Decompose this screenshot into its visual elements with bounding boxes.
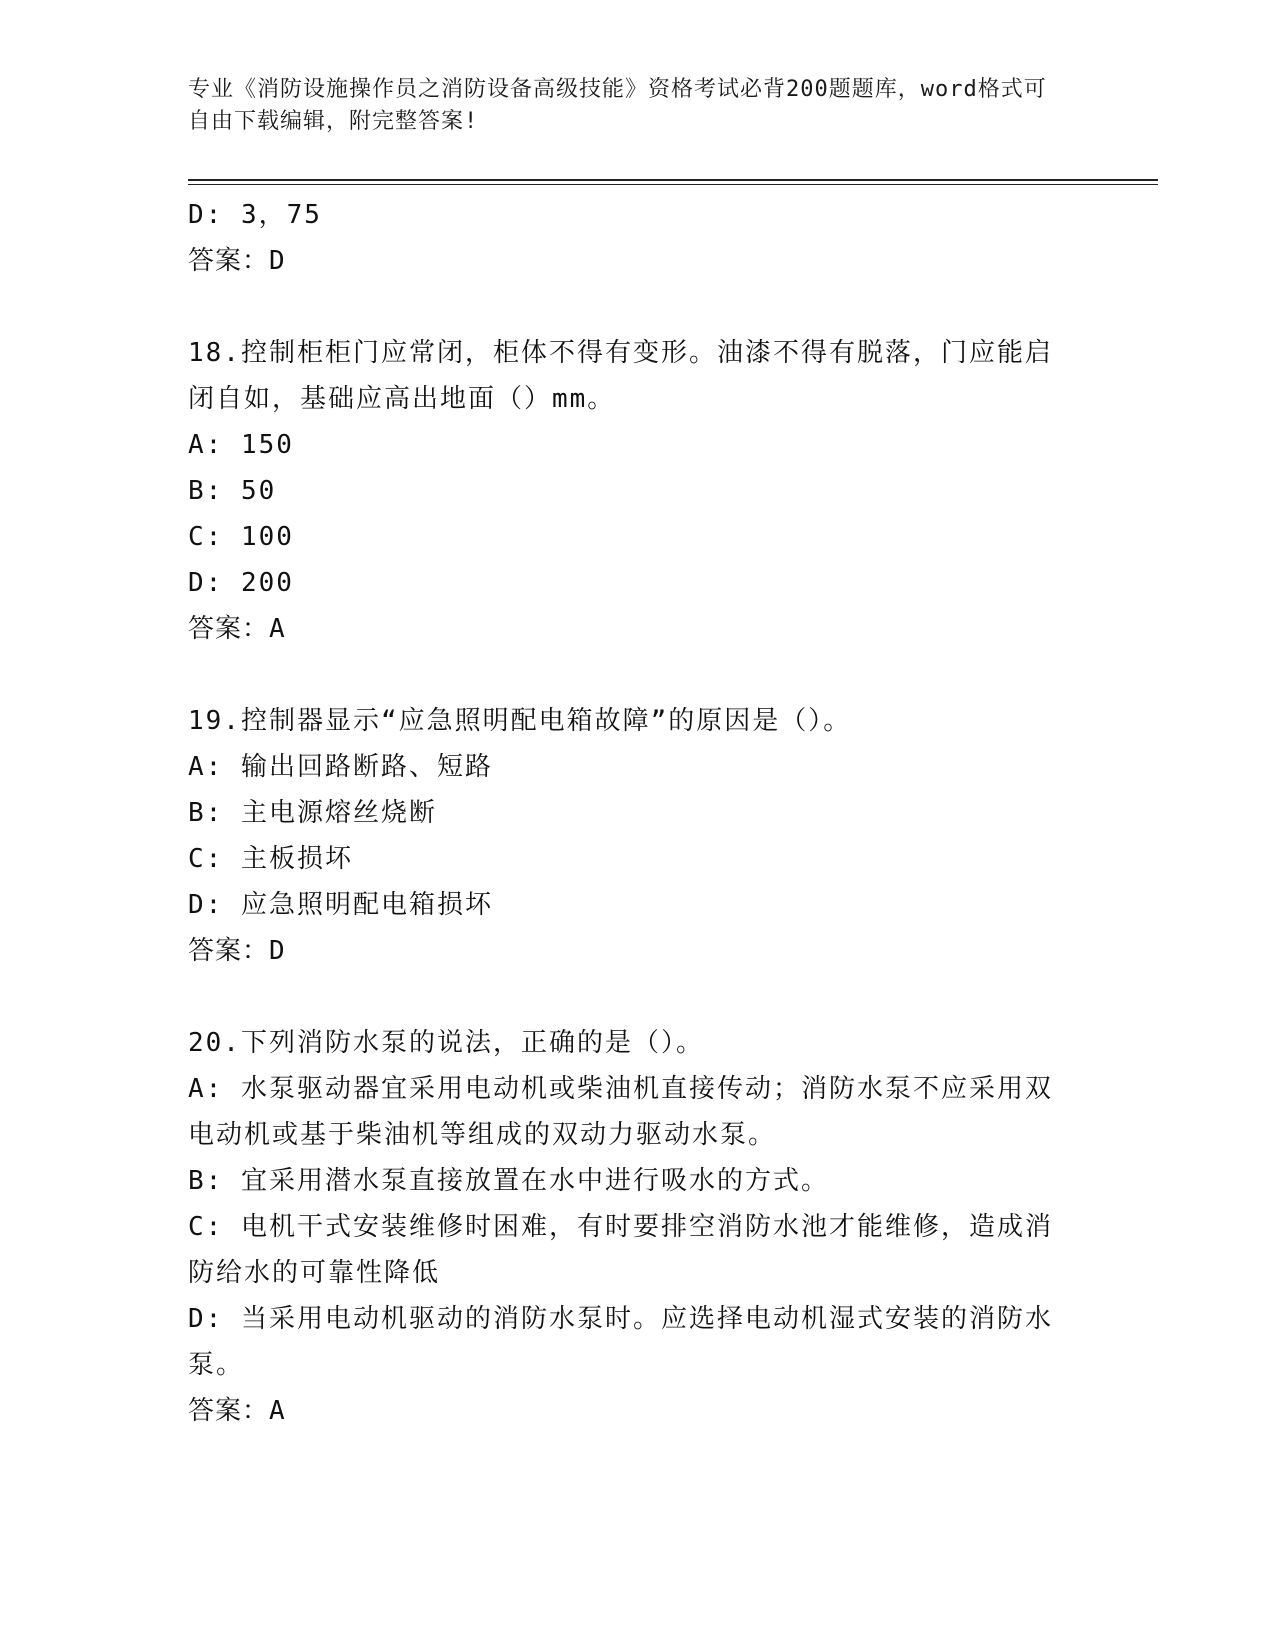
question-18 [188, 330, 1068, 652]
question-19 [188, 698, 1068, 974]
option-c: C: 电机干式安装维修时困难，有时要排空消防水池才能维修，造成消防给水的可靠性降低 [188, 1212, 1053, 1288]
option-a: A: 150 [188, 430, 294, 460]
document-header: 专业《消防设施操作员之消防设备高级技能》资格考试必背200题题库，word格式可自由下载编辑，附完整答案! [188, 77, 1047, 134]
question-stem: 20.下列消防水泵的说法，正确的是（）。 [188, 1028, 704, 1058]
header-rule [188, 179, 1158, 181]
answer: 答案：D [188, 936, 286, 966]
question-list [188, 192, 1068, 1434]
option-d: D: 当采用电动机驱动的消防水泵时。应选择电动机湿式安装的消防水泵。 [188, 1304, 1053, 1380]
option-b: B: 宜采用潜水泵直接放置在水中进行吸水的方式。 [188, 1166, 829, 1196]
option-c: C: 100 [188, 522, 294, 552]
option-d: D: 200 [188, 568, 294, 598]
question-stem: 19.控制器显示“应急照明配电箱故障”的原因是（）。 [188, 706, 852, 736]
option-a: A: 输出回路断路、短路 [188, 752, 493, 782]
prev-answer: 答案：D [188, 246, 286, 276]
answer: 答案：A [188, 614, 286, 644]
option-c: C: 主板损坏 [188, 844, 353, 874]
answer: 答案：A [188, 1396, 286, 1426]
question-stem: 18.控制柜柜门应常闭，柜体不得有变形。油漆不得有脱落，门应能启闭自如，基础应高出地面（）mm。 [188, 338, 1053, 414]
option-b: B: 主电源熔丝烧断 [188, 798, 437, 828]
header-rule-thin [188, 184, 1158, 185]
option-a: A: 水泵驱动器宜采用电动机或柴油机直接传动；消防水泵不应采用双电动机或基于柴油机等组成的双动力驱动水泵。 [188, 1074, 1053, 1150]
question-20 [188, 1020, 1068, 1434]
prev-option-d: D: 3，75 [188, 200, 322, 230]
option-b: B: 50 [188, 476, 277, 506]
option-d: D: 应急照明配电箱损坏 [188, 890, 493, 920]
